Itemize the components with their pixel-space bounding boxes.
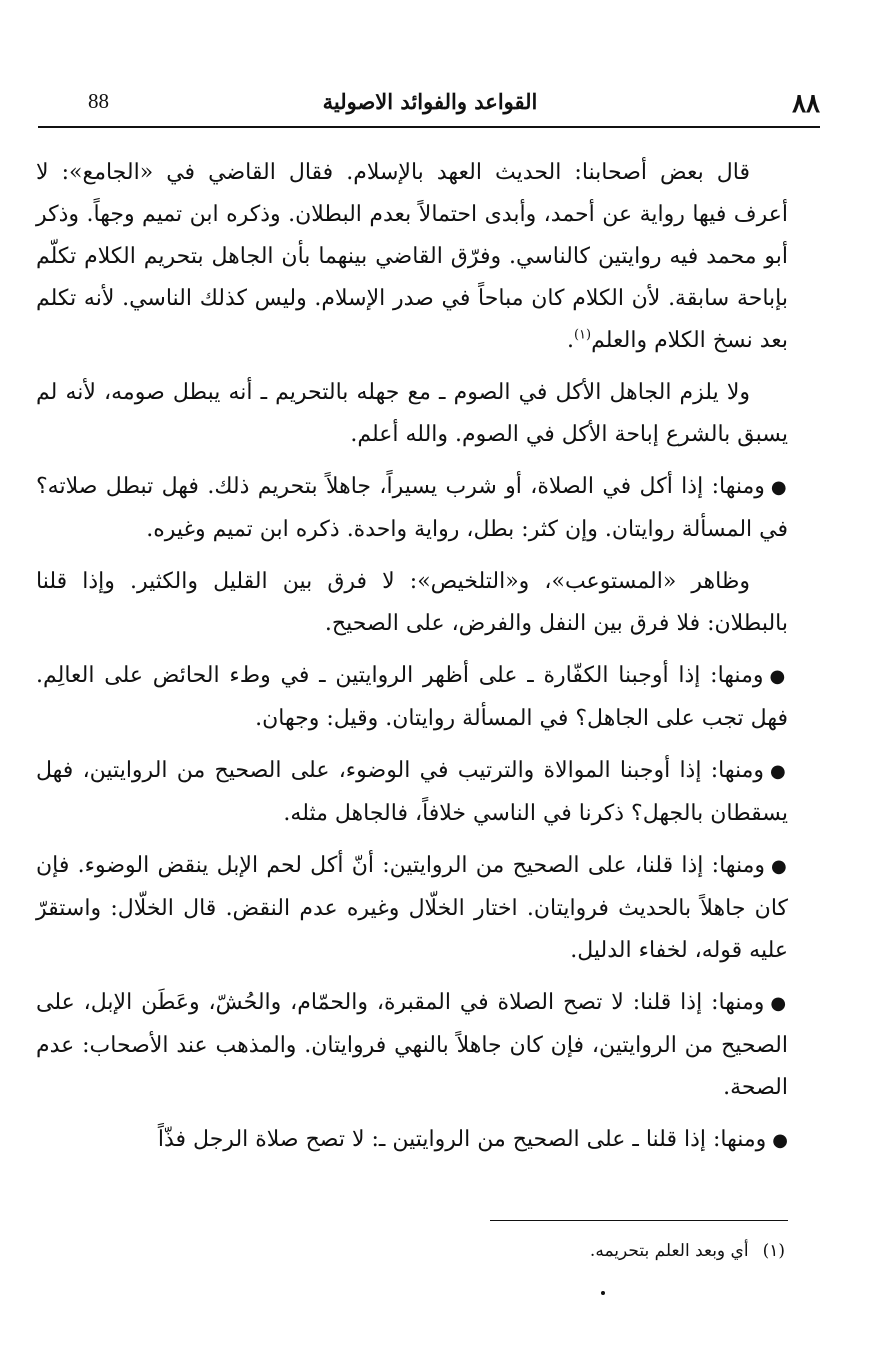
paragraph-1 [36,152,788,362]
footnote-reference: (١) [573,327,592,343]
body-text [36,152,788,1172]
bullet-icon: ● [769,666,788,687]
paragraph-8 [36,982,788,1109]
paragraph-7 [36,845,788,972]
bullet-icon: ● [771,856,788,877]
bullet-icon: ● [770,477,788,498]
footnote-divider [490,1220,788,1221]
running-title: القواعد والفوائد الاصولية [322,89,538,114]
paragraph-3 [36,466,788,551]
paragraph-text: ومنها: إذا أوجبنا الكفّارة ـ على أظهر الروايتين ـ في وطء الحائض على العالِم. فهل تجب على الجاهل؟ في المسألة روايتان. وقيل: وجهان. [36,663,788,731]
paragraph-text: ومنها: إذا قلنا: لا تصح الصلاة في المقبرة، والحمّام، والحُشّ، وعَطَن الإبل، على الصحيح من الروايتين، فإن كان جاهلاً بالنهي فروايتان. والمذهب عند الأصحاب: عدم الصحة. [36,990,788,1100]
page-number-latin: 88 [88,89,109,113]
paragraph-5 [36,655,788,740]
paragraph-text: وظاهر «المستوعب»، و«التلخيص»: لا فرق بين القليل والكثير. وإذا قلنا بالبطلان: فلا فرق بين النفل والفرض، على الصحيح. [36,569,788,636]
footnote-text: أي وبعد العلم بتحريمه. [589,1241,749,1261]
paragraph-text: ومنها: إذا قلنا، على الصحيح من الروايتين: أنّ أكل لحم الإبل ينقض الوضوء. فإن كان جاهلاً بالحديث فروايتان. اختار الخلّال وغيره عدم النقض. قال الخلّال: واستقرّ عليه قوله، لخفاء الدليل. [36,853,788,963]
footnote [590,1238,785,1264]
paragraph-2 [36,372,788,456]
paragraph-6 [36,750,788,835]
paragraph-4 [36,561,788,645]
paragraph-text: ومنها: إذا قلنا ـ على الصحيح من الروايتين ـ: لا تصح صلاة الرجل فذّاً [157,1127,767,1152]
paragraph-tail: . [566,328,574,353]
footnote-number: (١) [762,1241,785,1261]
paragraph-text: ولا يلزم الجاهل الأكل في الصوم ـ مع جهله بالتحريم ـ أنه يبطل صومه، لأنه لم يسبق بالشرع إباحة الأكل في الصوم. والله أعلم. [36,380,788,447]
bullet-icon: ● [770,761,788,782]
paragraph-9 [36,1119,788,1162]
paragraph-text: ومنها: إذا أكل في الصلاة، أو شرب يسيراً، جاهلاً بتحريم ذلك. فهل تبطل صلاته؟ في المسألة روايتان. وإن كثر: بطل، رواية واحدة. ذكره ابن تميم وغيره. [36,474,788,542]
bullet-icon: ● [770,993,788,1014]
bullet-icon: ● [772,1130,788,1151]
page-dot-mark [601,1291,605,1295]
page-number-arabic: ٨٨ [792,89,820,119]
header-divider [38,126,820,128]
page-header [40,85,820,125]
paragraph-text: قال بعض أصحابنا: الحديث العهد بالإسلام. فقال القاضي في «الجامع»: لا أعرف فيها رواية عن أحمد، وأبدى احتمالاً بعدم البطلان. وذكره ابن تميم وجهاً. وذكر أبو محمد فيه روايتين كالناسي. وفرّق القاضي بينهما بأن الجاهل بتحريم الكلام تكلّم بإباحة سابقة. لأن الكلام كان مباحاً في صدر الإسلام. وليس كذلك الناسي. لأنه تكلم بعد نسخ الكلام والعلم [36,160,788,353]
paragraph-text: ومنها: إذا أوجبنا الموالاة والترتيب في الوضوء، على الصحيح من الروايتين، فهل يسقطان بالجهل؟ ذكرنا في الناسي خلافاً، فالجاهل مثله. [36,758,788,826]
